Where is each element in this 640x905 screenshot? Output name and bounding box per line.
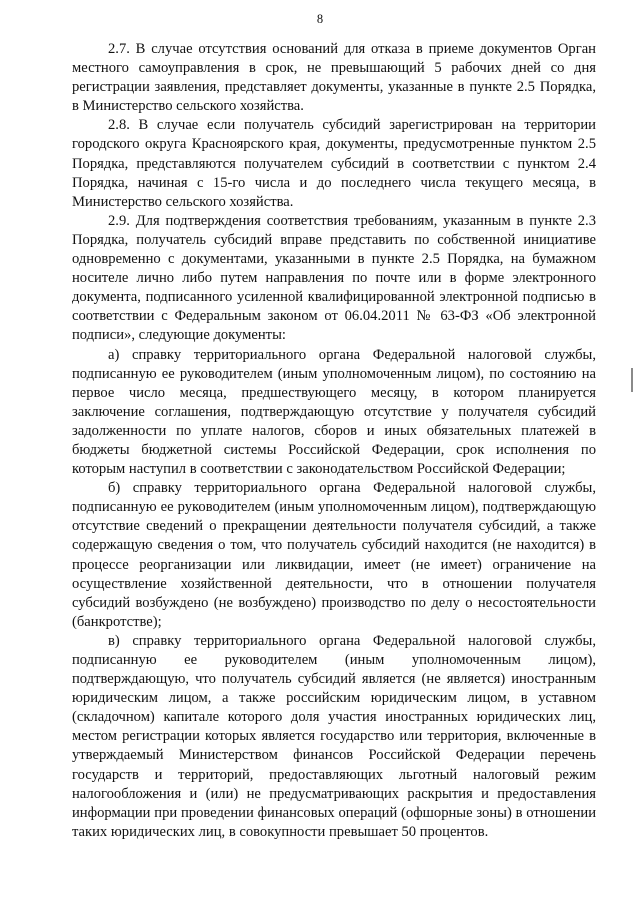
paragraph-2-8: 2.8. В случае если получатель субсидий зарегистрирован на территории городского округа Красноярского края, документы, предусмотренные пунктом 2.5 Порядка, представляются получателем субсидий в соответствии с пунктом 2.4 Порядка, начиная с 15-го числа и до последнего числа текущего месяца, в Министерство сельского хозяйства.	[72, 117, 596, 210]
paragraph-2-9: 2.9. Для подтверждения соответствия требованиям, указанным в пункте 2.3 Порядка, получатель субсидий вправе представить по собственной инициативе одновременно с документами, указанными в пункте 2.5 Порядка, на бумажном носителе лично либо путем направления по почте или в форме электронного документа, подписанного усиленной квалифицированной электронной подписью в соответствии с Федеральным законом от 06.04.2011 № 63-ФЗ «Об электронной подписи», следующие документы:	[72, 212, 596, 344]
list-item-a: а) справку территориального органа Федеральной налоговой службы, подписанную ее руководителем (иным уполномоченным лицом), по состоянию на первое число месяца, предшествующего месяцу, в котором планируется заключение соглашения, подтверждающую отсутствие у получателя субсидий задолженности по уплате налогов, сборов и иных обязательных платежей в бюджеты бюджетной системы Российской Федерации, срок исполнения по которым наступил в соответствии с законодательством Российской Федерации;	[72, 346, 596, 478]
paragraph-2-7: 2.7. В случае отсутствия оснований для отказа в приеме документов Орган местного самоуправления в срок, не превышающий 5 рабочих дней со дня регистрации заявления, представляет документы, указанные в пункте 2.5 Порядка, в Министерство сельского хозяйства.	[72, 41, 596, 115]
document-body	[72, 40, 596, 842]
page-number: 8	[316, 12, 324, 26]
list-item-b: б) справку территориального органа Федеральной налоговой службы, подписанную ее руководителем (иным уполномоченным лицом), подтверждающую отсутствие сведений о прекращении деятельности получателя субсидий, а также содержащую сведения о том, что получатель субсидий находится (не находится) в процессе реорганизации или ликвидации, имеет (не имеет) ограничение на осуществление хозяйственной деятельности, что в отношении получателя субсидий возбуждено (не возбуждено) производство по делу о несостоятельности (банкротстве);	[72, 480, 596, 630]
scan-margin-mark	[631, 368, 633, 392]
list-item-v: в) справку территориального органа Федеральной налоговой службы, подписанную ее руководителем (иным уполномоченным лицом), подтверждающую, что получатель субсидий является (не является) иностранным юридическим лицом, а также российским юридическим лицом, в уставном (складочном) капитале которого доля участия иностранных юридических лиц, местом регистрации которых является государство или территория, включенные в утверждаемый Министерством финансов Российской Федерации перечень государств и территорий, предоставляющих льготный налоговый режим налогообложения и (или) не предусматривающих раскрытия и предоставления информации при проведении финансовых операций (офшорные зоны) в отношении таких юридических лиц, в совокупности превышает 50 процентов.	[72, 632, 596, 840]
